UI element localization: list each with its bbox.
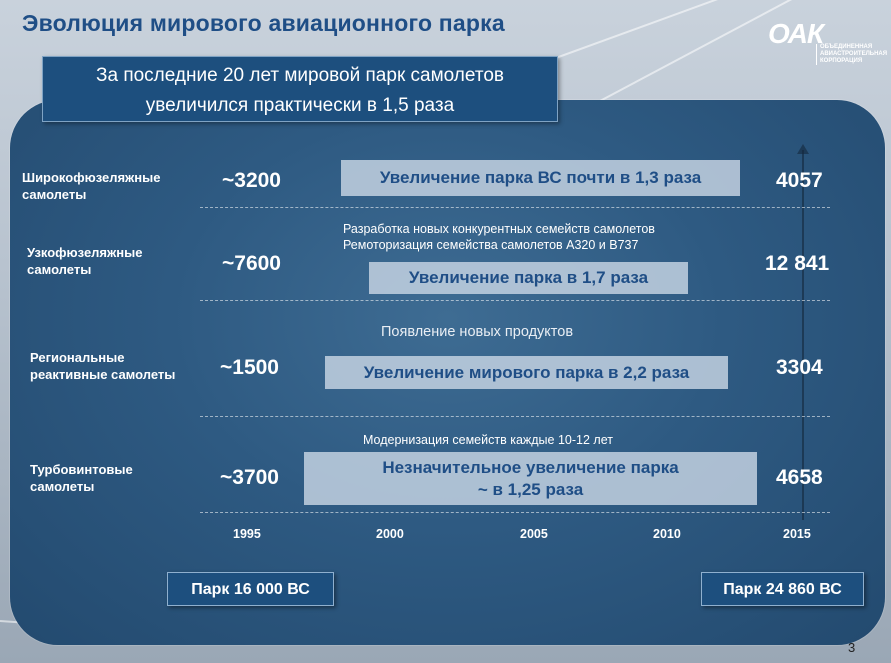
row-separator <box>200 207 830 208</box>
timeline-axis <box>802 150 804 520</box>
fleet-total-2015: Парк 24 860 ВС <box>701 572 864 606</box>
oak-logo <box>766 14 888 64</box>
value-1995-regional: ~1500 <box>220 356 279 379</box>
note-turboprop: Модернизация семейств каждые 10-12 лет <box>363 433 613 447</box>
year-label: 2015 <box>783 527 811 541</box>
value-1995-widebody: ~3200 <box>222 169 281 192</box>
value-1995-narrowbody: ~7600 <box>222 252 281 275</box>
value-2015-widebody: 4057 <box>776 169 823 192</box>
year-label: 2010 <box>653 527 681 541</box>
page-number: 3 <box>848 640 856 655</box>
logo-mark: ОАК <box>768 18 824 49</box>
category-narrowbody: Узкофюзеляжные самолеты <box>27 245 143 277</box>
logo-subtitle: ОБЪЕДИНЕННАЯ АВИАСТРОИТЕЛЬНАЯ КОРПОРАЦИЯ <box>816 44 880 65</box>
value-1995-turboprop: ~3700 <box>220 466 279 489</box>
year-label: 2000 <box>376 527 404 541</box>
page-title: Эволюция мирового авиационного парка <box>22 10 505 36</box>
growth-bar-narrowbody: Увеличение парка в 1,7 раза <box>369 262 688 294</box>
row-separator <box>200 416 830 417</box>
axis-arrow-icon <box>797 144 809 154</box>
note-regional: Появление новых продуктов <box>381 324 574 340</box>
row-separator <box>200 300 830 301</box>
value-2015-regional: 3304 <box>776 356 823 379</box>
growth-bar-turboprop: Незначительное увеличение парка ~ в 1,25 раза <box>304 452 757 505</box>
category-turboprop: Турбовинтовые самолеты <box>30 462 133 494</box>
fleet-total-1995: Парк 16 000 ВС <box>167 572 334 606</box>
note-narrowbody: Разработка новых конкурентных семейств самолетов Ремоторизация семейства самолетов А320 и В737 <box>343 222 655 252</box>
row-separator <box>200 512 830 513</box>
growth-bar-widebody: Увеличение парка ВС почти в 1,3 раза <box>341 160 740 196</box>
value-2015-turboprop: 4658 <box>776 466 823 489</box>
year-label: 1995 <box>233 527 261 541</box>
category-widebody: Широкофюзеляжные самолеты <box>22 170 161 202</box>
year-label: 2005 <box>520 527 548 541</box>
value-2015-narrowbody: 12 841 <box>765 252 830 275</box>
category-regional: Региональные реактивные самолеты <box>30 350 176 382</box>
growth-bar-regional: Увеличение мирового парка в 2,2 раза <box>325 356 728 389</box>
headline-callout: За последние 20 лет мировой парк самолетов увеличился практически в 1,5 раза <box>42 56 558 122</box>
